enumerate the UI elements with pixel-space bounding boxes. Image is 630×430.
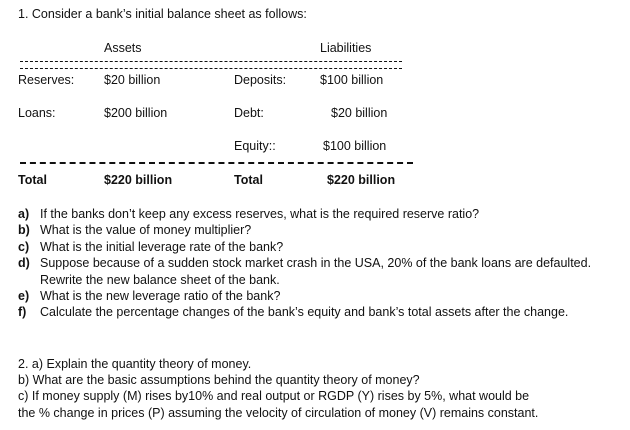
loans-label: Loans: bbox=[18, 106, 56, 120]
question-label: d) bbox=[18, 256, 30, 271]
question-text: What is the new leverage ratio of the bank? bbox=[40, 289, 281, 304]
debt-label: Debt: bbox=[234, 106, 264, 120]
deposits-value: $100 billion bbox=[320, 73, 384, 87]
liabilities-header: Liabilities bbox=[320, 41, 372, 55]
question-text: Suppose because of a sudden stock market crash in the USA, 20% of the bank loans are defaulted. Rewrite the new balance sheet of the bank. bbox=[40, 256, 592, 287]
question-label: c) bbox=[18, 239, 30, 254]
question-label: f) bbox=[18, 305, 27, 320]
assets-total-label: Total bbox=[18, 173, 47, 187]
question-e bbox=[18, 288, 608, 304]
question-2a: 2. a) Explain the quantity theory of money. bbox=[18, 357, 252, 371]
question-label: b) bbox=[18, 223, 30, 238]
reserves-label: Reserves: bbox=[18, 73, 75, 87]
question-1-heading: 1. Consider a bank’s initial balance sheet as follows: bbox=[18, 7, 307, 21]
assets-total-value: $220 billion bbox=[104, 173, 173, 187]
question-f bbox=[18, 304, 608, 320]
question-text: What is the value of money multiplier? bbox=[40, 223, 252, 238]
question-2 bbox=[18, 356, 618, 421]
header-divider bbox=[20, 61, 402, 62]
question-2b: b) What are the basic assumptions behind the quantity theory of money? bbox=[18, 373, 420, 388]
question-text: Calculate the percentage changes of the bank’s equity and bank’s total assets after the change. bbox=[40, 305, 569, 320]
liabilities-total-value: $220 billion bbox=[327, 173, 396, 187]
reserves-value: $20 billion bbox=[104, 73, 161, 87]
question-a bbox=[18, 206, 608, 222]
equity-label: Equity:: bbox=[234, 139, 276, 153]
totals-divider bbox=[20, 162, 413, 164]
question-2c: c) If money supply (M) rises by10% and real output or RGDP (Y) rises by 5%, what would be bbox=[18, 389, 530, 404]
question-text: If the banks don’t keep any excess reserves, what is the required reserve ratio? bbox=[40, 207, 480, 221]
question-list bbox=[18, 206, 608, 321]
deposits-label: Deposits: bbox=[234, 73, 287, 87]
equity-value: $100 billion bbox=[323, 139, 387, 153]
question-b bbox=[18, 222, 608, 238]
debt-value: $20 billion bbox=[331, 106, 388, 120]
question-2c-continued: the % change in prices (P) assuming the velocity of circulation of money (V) remains constant. bbox=[18, 405, 539, 420]
header-divider bbox=[20, 68, 402, 69]
question-label: a) bbox=[18, 207, 30, 221]
loans-value: $200 billion bbox=[104, 106, 168, 120]
question-label: e) bbox=[18, 289, 30, 304]
assets-header: Assets bbox=[104, 41, 142, 55]
question-text: What is the initial leverage rate of the bank? bbox=[40, 239, 284, 254]
liabilities-total-label: Total bbox=[234, 173, 263, 187]
question-c bbox=[18, 239, 608, 255]
question-d bbox=[18, 255, 608, 288]
